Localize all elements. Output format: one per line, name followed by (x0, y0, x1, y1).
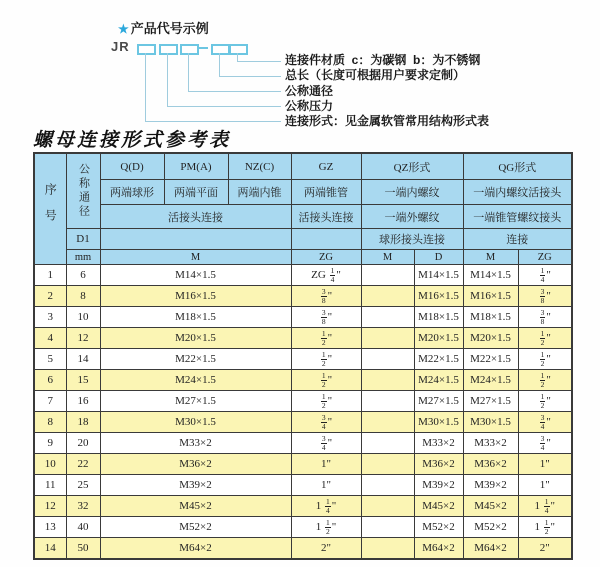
table-row (34, 475, 572, 496)
table-cell: 5 (34, 349, 66, 370)
table-cell: M18×1.5 (100, 307, 291, 328)
table-cell: M22×1.5 (414, 349, 463, 370)
table-cell: 1 $\frac{1}{4}$ " (291, 496, 361, 517)
table-cell: $\frac{3}{8}$ " (291, 307, 361, 328)
table-header (34, 153, 572, 265)
table-cell: $\frac{3}{8}$ " (518, 286, 572, 307)
table-row (34, 517, 572, 538)
table-cell: 22 (66, 454, 100, 475)
table-row (34, 454, 572, 475)
table-cell: 6 (34, 370, 66, 391)
header-form-gz: GZ (291, 153, 361, 180)
table-row (34, 370, 572, 391)
header-form-qd: Q(D) (100, 153, 164, 180)
table-cell: M52×2 (100, 517, 291, 538)
table-cell: M24×1.5 (414, 370, 463, 391)
diagram-label-pressure: 公称压力 (285, 99, 334, 113)
code-box-2 (159, 44, 178, 55)
table-cell: 1" (291, 454, 361, 475)
table-cell: 1 $\frac{1}{2}$ " (291, 517, 361, 538)
table-cell: M30×1.5 (414, 412, 463, 433)
table-cell: M36×2 (100, 454, 291, 475)
header-desc-gz: 两端锥管 (291, 180, 361, 205)
table-cell: 4 (34, 328, 66, 349)
header-desc-nzc: 两端内锥 (228, 180, 291, 205)
table-cell: M27×1.5 (100, 391, 291, 412)
diagram-label-diameter: 公称通径 (285, 84, 334, 98)
table-cell: 40 (66, 517, 100, 538)
table-cell: 3 (34, 307, 66, 328)
table-cell: $\frac{1}{2}$ " (518, 349, 572, 370)
table-cell: M24×1.5 (100, 370, 291, 391)
table-cell (361, 475, 414, 496)
table-cell: $\frac{1}{2}$ " (291, 370, 361, 391)
table-cell (361, 433, 414, 454)
table-row (34, 433, 572, 454)
header-unit-qg-zg: ZG (518, 250, 572, 265)
table-cell: 2" (518, 538, 572, 560)
table-cell: M20×1.5 (100, 328, 291, 349)
diagram-title (118, 18, 209, 37)
connector-line (167, 106, 281, 107)
code-box-1 (137, 44, 156, 55)
table-cell: $\frac{3}{4}$ " (291, 433, 361, 454)
header-seq: 序号 (34, 153, 66, 265)
connector-line (188, 53, 189, 91)
diagram-label-length: 总长（长度可根据用户要求定制） (285, 68, 466, 82)
table-cell: M27×1.5 (463, 391, 518, 412)
table-cell: M36×2 (463, 454, 518, 475)
table-cell: 1" (518, 475, 572, 496)
table-row (34, 307, 572, 328)
header-mm: mm (66, 250, 100, 265)
table-cell: $\frac{3}{4}$ " (291, 412, 361, 433)
table-row (34, 349, 572, 370)
table-cell: 2" (291, 538, 361, 560)
table-cell: M16×1.5 (463, 286, 518, 307)
header-unit-zg: ZG (291, 250, 361, 265)
table-row (34, 286, 572, 307)
table-cell: 50 (66, 538, 100, 560)
table-cell: M52×2 (414, 517, 463, 538)
header-unit-qg-m: M (463, 250, 518, 265)
diagram-label-material: 连接件材质 c：为碳钢 b：为不锈钢 (285, 53, 481, 67)
table-cell: M52×2 (463, 517, 518, 538)
table-cell: M14×1.5 (414, 265, 463, 286)
table-cell: M33×2 (414, 433, 463, 454)
table-cell: M64×2 (414, 538, 463, 560)
table-row (34, 328, 572, 349)
table-cell: M24×1.5 (463, 370, 518, 391)
table-cell: 12 (34, 496, 66, 517)
table-cell: 7 (34, 391, 66, 412)
table-cell: M14×1.5 (100, 265, 291, 286)
table-cell: M20×1.5 (414, 328, 463, 349)
table-cell: M45×2 (463, 496, 518, 517)
table-cell: M16×1.5 (100, 286, 291, 307)
table-cell: 1 $\frac{1}{2}$ " (518, 517, 572, 538)
table-cell (361, 328, 414, 349)
header-form-qg: QG形式 (463, 153, 572, 180)
connector-line (237, 61, 281, 62)
header-nominal-diameter: 公称通径 (66, 153, 100, 229)
header-unit-qz-m: M (361, 250, 414, 265)
table-cell: M27×1.5 (414, 391, 463, 412)
header-ball-joint-connect: 球形接头连接 (361, 229, 463, 250)
table-cell: 1 (34, 265, 66, 286)
table-cell: 10 (66, 307, 100, 328)
table-cell: 9 (34, 433, 66, 454)
table-cell: 20 (66, 433, 100, 454)
connector-line (167, 53, 168, 106)
table-body (34, 265, 572, 560)
table-cell: M39×2 (414, 475, 463, 496)
table-cell: 32 (66, 496, 100, 517)
table-cell: $\frac{1}{2}$ " (291, 328, 361, 349)
header-desc-qz: 一端内螺纹 (361, 180, 463, 205)
table-cell: M39×2 (100, 475, 291, 496)
table-cell: 12 (66, 328, 100, 349)
table-cell: 1" (291, 475, 361, 496)
header-taper-thread-qg: 一端锥管螺纹接头 (463, 205, 572, 229)
table-cell: M16×1.5 (414, 286, 463, 307)
table-cell (361, 307, 414, 328)
table-cell: 18 (66, 412, 100, 433)
connector-line (145, 53, 146, 121)
star-icon: ★ (118, 22, 129, 36)
table-cell (361, 370, 414, 391)
table-cell (361, 391, 414, 412)
connector-line (219, 76, 281, 77)
table-cell: $\frac{1}{4}$ " (518, 265, 572, 286)
table-cell: $\frac{1}{2}$ " (518, 391, 572, 412)
table-cell: M30×1.5 (463, 412, 518, 433)
connector-line (219, 53, 220, 76)
header-desc-pma: 两端平面 (164, 180, 228, 205)
table-cell: 14 (34, 538, 66, 560)
table-cell: 8 (66, 286, 100, 307)
table-cell: M14×1.5 (463, 265, 518, 286)
table-cell: $\frac{1}{2}$ " (291, 391, 361, 412)
table-cell: $\frac{3}{4}$ " (518, 412, 572, 433)
table-cell: 11 (34, 475, 66, 496)
table-title: 螺母连接形式参考表 (33, 129, 232, 151)
code-box-5 (229, 44, 248, 55)
table-cell: M45×2 (414, 496, 463, 517)
table-cell: 1" (518, 454, 572, 475)
table-cell (361, 286, 414, 307)
table-cell: 6 (66, 265, 100, 286)
table-cell: $\frac{3}{8}$ " (518, 307, 572, 328)
table-cell: $\frac{3}{4}$ " (518, 433, 572, 454)
connector-line (188, 91, 281, 92)
product-code-prefix: JR (111, 39, 130, 54)
header-external-thread-qz: 一端外螺纹 (361, 205, 463, 229)
code-box-3 (180, 44, 199, 55)
table-cell: 16 (66, 391, 100, 412)
table-cell: $\frac{1}{2}$ " (518, 328, 572, 349)
table-row (34, 412, 572, 433)
header-unit-qz-d: D (414, 250, 463, 265)
table-cell: M64×2 (463, 538, 518, 560)
table-cell: $\frac{1}{2}$ " (291, 349, 361, 370)
table-cell: M20×1.5 (463, 328, 518, 349)
table-cell: M22×1.5 (463, 349, 518, 370)
table-cell (361, 454, 414, 475)
header-form-pma: PM(A) (164, 153, 228, 180)
header-connect: 连接 (463, 229, 572, 250)
table-row (34, 496, 572, 517)
table-cell: M18×1.5 (414, 307, 463, 328)
header-empty-cell (291, 229, 361, 250)
code-box-4 (211, 44, 230, 55)
table-cell: M18×1.5 (463, 307, 518, 328)
table-row (34, 538, 572, 560)
table-cell: M33×2 (463, 433, 518, 454)
table-cell: 10 (34, 454, 66, 475)
table-cell (361, 265, 414, 286)
table-cell: M30×1.5 (100, 412, 291, 433)
header-union-connect: 活接头连接 (100, 205, 291, 229)
header-desc-qd: 两端球形 (100, 180, 164, 205)
table-cell: $\frac{3}{8}$ " (291, 286, 361, 307)
table-cell: 1 $\frac{1}{4}$ " (518, 496, 572, 517)
header-empty-cell (100, 229, 291, 250)
table-cell: 15 (66, 370, 100, 391)
header-form-nzc: NZ(C) (228, 153, 291, 180)
table-cell: M39×2 (463, 475, 518, 496)
table-cell: 14 (66, 349, 100, 370)
header-desc-qg: 一端内螺纹活接头 (463, 180, 572, 205)
table-cell: 8 (34, 412, 66, 433)
table-cell: M33×2 (100, 433, 291, 454)
nut-connection-reference-table (33, 152, 573, 560)
table-cell (361, 496, 414, 517)
table-row (34, 265, 572, 286)
table-cell: M45×2 (100, 496, 291, 517)
header-form-qz: QZ形式 (361, 153, 463, 180)
table-cell: M64×2 (100, 538, 291, 560)
table-row (34, 391, 572, 412)
table-cell (361, 517, 414, 538)
table-cell: M36×2 (414, 454, 463, 475)
table-cell: 13 (34, 517, 66, 538)
header-unit-m: M (100, 250, 291, 265)
connector-line (237, 53, 238, 61)
connector-line (145, 121, 281, 122)
diagram-label-connection: 连接形式：见金属软管常用结构形式表 (285, 114, 490, 128)
table-cell: 25 (66, 475, 100, 496)
code-dash (199, 47, 208, 49)
table-cell: M22×1.5 (100, 349, 291, 370)
header-union-connect-gz: 活接头连接 (291, 205, 361, 229)
table-cell: 2 (34, 286, 66, 307)
table-cell (361, 412, 414, 433)
table-cell: ZG $\frac{1}{4}$ " (291, 265, 361, 286)
diagram-title-text: 产品代号示例 (130, 21, 209, 36)
table-cell (361, 349, 414, 370)
table-cell (361, 538, 414, 560)
header-d1: D1 (66, 229, 100, 250)
table-cell: $\frac{1}{2}$ " (518, 370, 572, 391)
